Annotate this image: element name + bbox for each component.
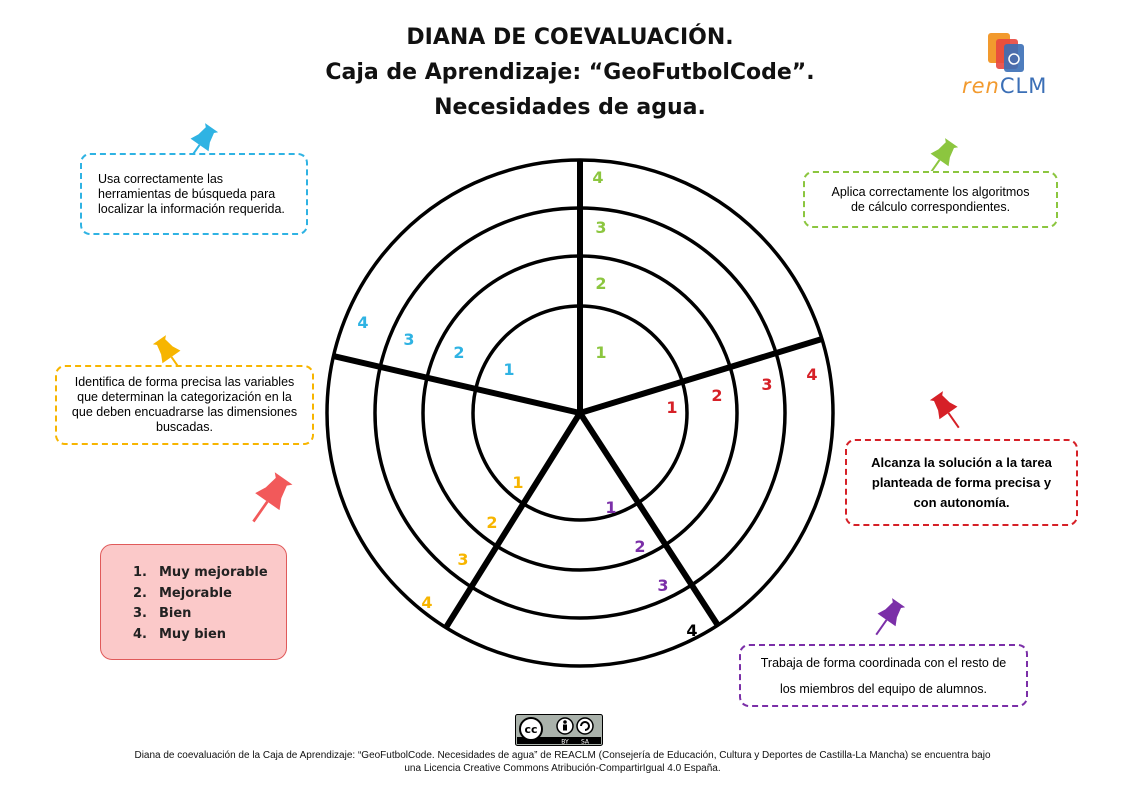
score-label-blue-1: 1: [503, 360, 515, 379]
score-label-red-1: 1: [666, 398, 678, 417]
legend-item-label: Muy mejorable: [159, 565, 268, 580]
score-label-purple-4: 4: [686, 621, 698, 640]
legend-item: [133, 604, 268, 625]
criterion-green-line-2: de cálculo correspondientes.: [850, 199, 1011, 214]
criterion-red-line-3: con autonomía.: [913, 494, 1010, 510]
score-label-yellow-4: 4: [421, 593, 433, 612]
criterion-green-line-1: Aplica correctamente los algoritmos: [831, 184, 1030, 199]
criterion-blue-line-1: Usa correctamente las: [98, 171, 224, 186]
score-label-red-2: 2: [711, 386, 723, 405]
legend-item-label: Bien: [159, 606, 192, 621]
score-label-yellow-2: 2: [486, 513, 498, 532]
legend-item-label: Mejorable: [159, 585, 232, 601]
criterion-red-line-1: Alcanza la solución a la tarea: [871, 454, 1052, 470]
license-footer: [40, 749, 1085, 775]
legend-item: [133, 584, 268, 605]
criterion-red-line-2: planteada de forma precisa y: [871, 474, 1052, 490]
legend-item: [133, 625, 268, 646]
score-label-purple-2: 2: [634, 537, 646, 556]
target-spoke-5: [333, 356, 580, 413]
cc-by-sa-badge-icon: [515, 714, 603, 746]
legend-item: [133, 563, 268, 584]
criterion-yellow-line-3: que deben encuadrarse las dimensiones: [71, 405, 298, 419]
legend-item-number: 3.: [133, 606, 147, 621]
score-legend: [100, 544, 287, 660]
title-line-3: Necesidades de agua.: [434, 95, 706, 120]
legend-item-number: 2.: [133, 585, 147, 601]
score-label-yellow-1: 1: [512, 473, 524, 492]
score-label-green-4: 4: [592, 168, 604, 187]
criterion-blue-line-2: herramientas de búsqueda para: [98, 186, 276, 201]
cc-badge-text: cc: [524, 723, 538, 736]
score-label-purple-1: 1: [605, 498, 617, 517]
pushpin-salmon-icon: [241, 470, 296, 530]
logo-text-ren: ren: [962, 74, 1000, 98]
cc-by-text: BY: [561, 738, 569, 746]
criterion-yellow-box: [55, 365, 314, 445]
criterion-red-box: [845, 439, 1078, 526]
criterion-yellow-line-2: que determinan la categorización en la: [77, 390, 292, 404]
score-label-green-1: 1: [595, 343, 607, 362]
score-label-red-3: 3: [761, 375, 773, 394]
license-line-1: Diana de coevaluación de la Caja de Aprendizaje: “GeoFutbolCode. Necesidades de agua” de REACLM (Consejería de Educación, Cultura y Deportes de Castilla-La Mancha) se encuentra bajo: [134, 750, 991, 761]
score-label-purple-3: 3: [657, 576, 669, 595]
criterion-purple-box: [739, 644, 1028, 707]
score-label-green-3: 3: [595, 218, 607, 237]
license-line-2: una Licencia Creative Commons Atribución-CompartirIgual 4.0 España.: [404, 763, 721, 774]
criterion-yellow-line-1: Identifica de forma precisa las variables: [74, 375, 295, 389]
legend-item-label: Muy bien: [159, 626, 227, 642]
cc-sa-text: SA: [580, 738, 590, 746]
score-label-green-2: 2: [595, 274, 607, 293]
criterion-purple-line-1: Trabaja de forma coordinada con el resto de: [760, 655, 1007, 670]
criterion-blue-line-3: localizar la información requerida.: [98, 201, 285, 216]
logo-text-clm: CLM: [999, 74, 1048, 98]
score-label-red-4: 4: [806, 365, 818, 384]
title-line-1: DIANA DE COEVALUACIÓN.: [406, 25, 734, 50]
criterion-purple-line-2: los miembros del equipo de alumnos.: [779, 681, 988, 696]
pushpin-red-icon: [927, 389, 967, 434]
legend-item-number: 4.: [133, 626, 147, 642]
criterion-blue-box: [80, 153, 308, 235]
legend-item-number: 1.: [133, 565, 147, 580]
criterion-green-box: [803, 171, 1058, 228]
title-line-2: Caja de Aprendizaje: “GeoFutbolCode”.: [325, 60, 815, 85]
score-label-blue-3: 3: [403, 330, 415, 349]
score-label-blue-4: 4: [357, 313, 369, 332]
score-label-yellow-3: 3: [457, 550, 469, 569]
criterion-yellow-line-4: buscadas.: [156, 420, 213, 434]
pushpin-purple-icon: [867, 596, 907, 641]
score-label-blue-2: 2: [453, 343, 465, 362]
